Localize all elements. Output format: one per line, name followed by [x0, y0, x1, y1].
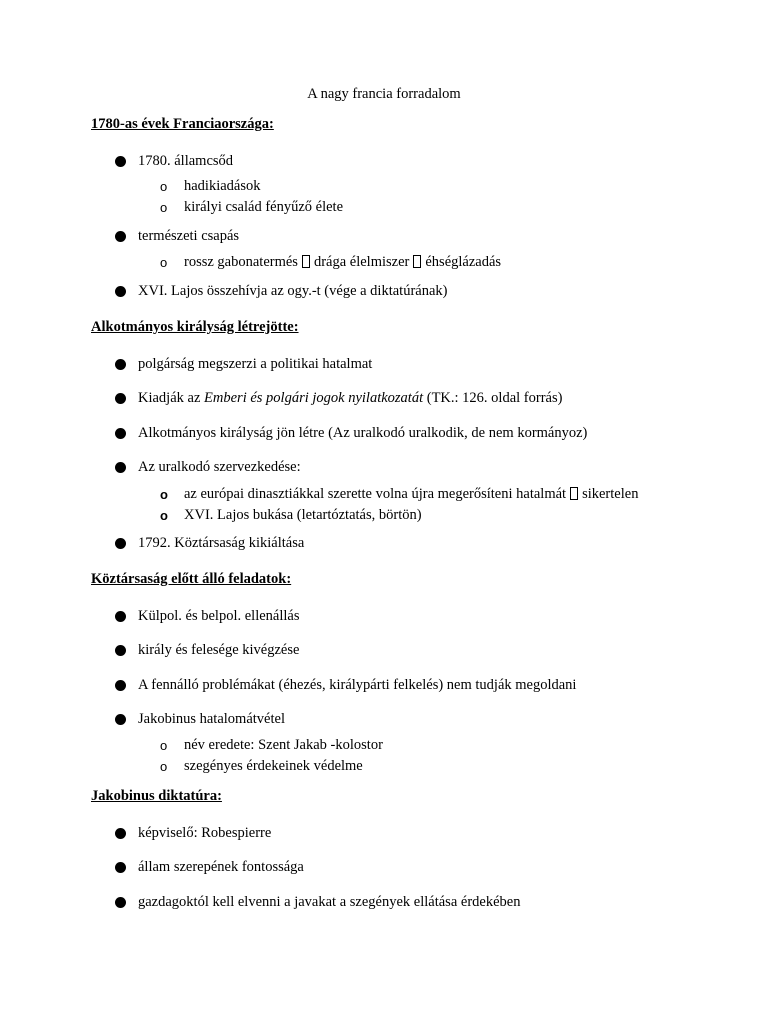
sub-list-item: név eredete: Szent Jakab -kolostor — [184, 737, 383, 753]
list-item: XVI. Lajos összehívja az ogy.-t (vége a diktatúrának) — [138, 283, 448, 299]
list-item: polgárság megszerzi a politikai hatalmat — [138, 356, 373, 372]
sub-list-item — [184, 487, 638, 502]
bullet-icon — [115, 611, 126, 622]
list-item — [138, 391, 562, 406]
bullet-icon — [115, 828, 126, 839]
list-item: állam szerepének fontossága — [138, 859, 304, 875]
list-item: Az uralkodó szervezkedése: — [138, 459, 301, 475]
list-item: Külpol. és belpol. ellenállás — [138, 608, 300, 624]
list-item: 1792. Köztársaság kikiáltása — [138, 535, 305, 551]
circle-bullet-icon: o — [160, 487, 168, 502]
bullet-icon — [115, 680, 126, 691]
section-heading: Alkotmányos királyság létrejötte: — [91, 319, 299, 335]
list-item: király és felesége kivégzése — [138, 642, 300, 658]
cause-text: rossz gabonatermés — [184, 254, 298, 270]
bullet-icon — [115, 538, 126, 549]
circle-bullet-icon: o — [160, 179, 168, 194]
list-item: Alkotmányos királyság jön létre (Az uralkodó uralkodik, de nem kormányoz) — [138, 425, 588, 441]
bullet-icon — [115, 393, 126, 404]
bullet-icon — [115, 862, 126, 873]
bullet-icon — [115, 462, 126, 473]
sub-list-item — [184, 255, 501, 270]
circle-bullet-icon: o — [160, 200, 168, 215]
section-heading: 1780-as évek Franciaországa: — [91, 116, 274, 132]
section-heading: Köztársaság előtt álló feladatok: — [91, 571, 292, 587]
list-item: Jakobinus hatalomátvétel — [138, 711, 285, 727]
bullet-icon — [115, 359, 126, 370]
list-item: 1780. államcsőd — [138, 153, 234, 169]
bullet-icon — [115, 231, 126, 242]
sub-list-item: királyi család fényűző élete — [184, 199, 344, 215]
effect-text: drága élelmiszer — [313, 254, 410, 270]
arrow-icon — [570, 487, 578, 500]
sub-list-item: szegényes érdekeinek védelme — [184, 758, 363, 774]
page-title: A nagy francia forradalom — [307, 86, 461, 102]
bullet-icon — [115, 897, 126, 908]
list-item: természeti csapás — [138, 228, 240, 244]
circle-bullet-icon: o — [160, 255, 168, 270]
list-item-text: (TK.: 126. oldal forrás) — [423, 390, 563, 406]
sub-list-item: XVI. Lajos bukása (letartóztatás, börtön) — [184, 507, 422, 523]
list-item: A fennálló problémákat (éhezés, királypárti felkelés) nem tudják megoldani — [138, 677, 577, 693]
bullet-icon — [115, 428, 126, 439]
circle-bullet-icon: o — [160, 738, 168, 753]
circle-bullet-icon: o — [160, 759, 168, 774]
bullet-icon — [115, 286, 126, 297]
bullet-icon — [115, 645, 126, 656]
circle-bullet-icon: o — [160, 508, 168, 523]
section-heading: Jakobinus diktatúra: — [91, 788, 222, 804]
arrow-icon — [302, 255, 310, 268]
sub-list-text: az európai dinasztiákkal szerette volna újra megerősíteni hatalmát — [184, 486, 567, 502]
list-item-text: Kiadják az — [138, 390, 205, 406]
sub-list-item: hadikiadások — [184, 178, 261, 194]
result-text: éhséglázadás — [425, 254, 502, 270]
bullet-icon — [115, 156, 126, 167]
result-text: sikertelen — [582, 486, 639, 502]
bullet-icon — [115, 714, 126, 725]
list-item: képviselő: Robespierre — [138, 825, 272, 841]
list-item: gazdagoktól kell elvenni a javakat a szegények ellátása érdekében — [138, 894, 521, 910]
arrow-icon — [413, 255, 421, 268]
document-title: Emberi és polgári jogok nyilatkozatát — [204, 390, 424, 406]
